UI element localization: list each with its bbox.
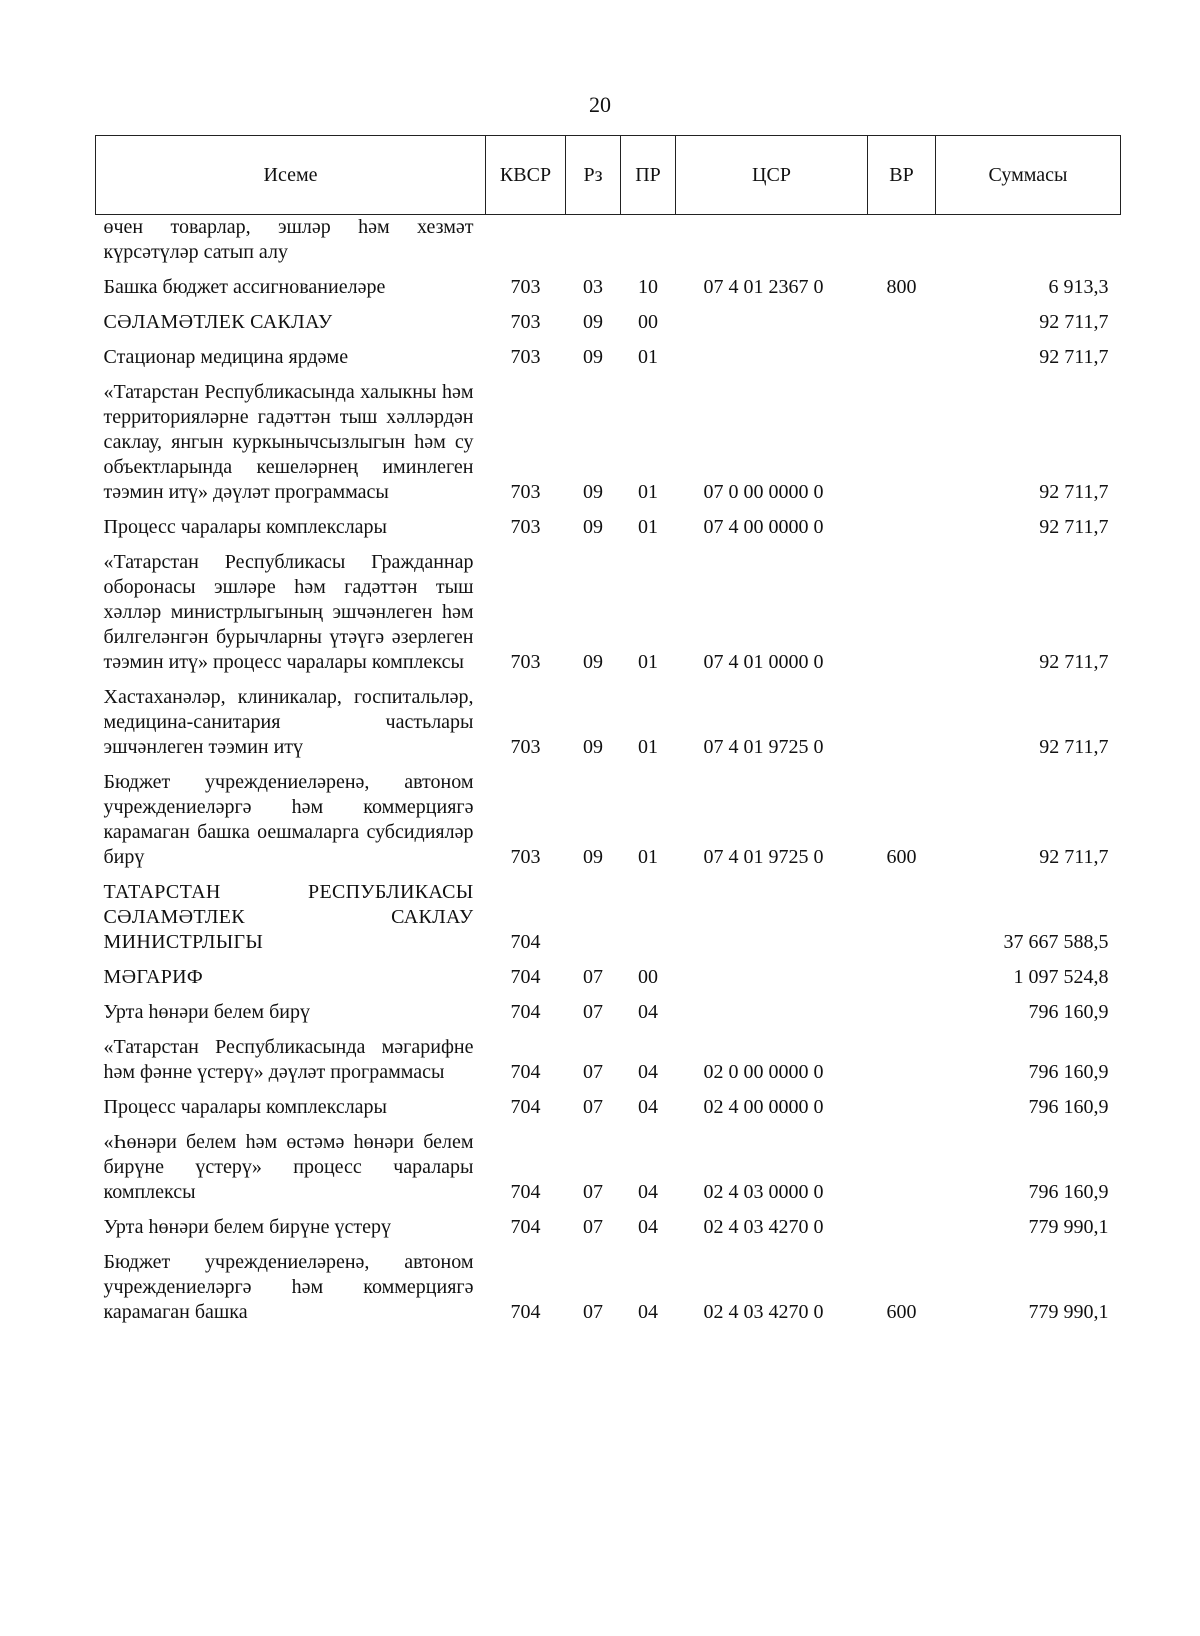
- row-rz: 09: [583, 481, 603, 503]
- row-csr: 07 4 01 0000 0: [703, 651, 824, 673]
- row-name: Бюджет учреждениеләренә, автоном учреждениеләргә һәм коммерциягә карамаган башка: [103, 1251, 474, 1323]
- table-row: [96, 1245, 1121, 1330]
- row-rz: 09: [583, 846, 603, 868]
- row-pr: 04: [638, 1301, 658, 1323]
- row-sum: 37 667 588,5: [1003, 931, 1109, 953]
- row-vr: [868, 510, 936, 545]
- row-pr: 04: [638, 1096, 658, 1118]
- row-sum: 92 711,7: [1039, 516, 1109, 538]
- row-vr: [868, 1210, 936, 1245]
- header-sum: Суммасы: [936, 136, 1121, 215]
- row-csr: 02 4 00 0000 0: [703, 1096, 824, 1118]
- row-sum: 92 711,7: [1039, 846, 1109, 868]
- header-kvsr: КВСР: [486, 136, 566, 215]
- row-kvsr: 703: [510, 846, 541, 868]
- row-kvsr: 703: [510, 516, 541, 538]
- row-pr: 10: [638, 276, 658, 298]
- row-sum: 6 913,3: [1048, 276, 1109, 298]
- row-rz: [566, 215, 621, 271]
- row-csr: [676, 305, 868, 340]
- row-kvsr: 704: [510, 931, 541, 953]
- row-sum: 92 711,7: [1039, 736, 1109, 758]
- row-kvsr: 703: [510, 276, 541, 298]
- table-row: [96, 1090, 1121, 1125]
- row-pr: 00: [638, 966, 658, 988]
- row-csr: [676, 340, 868, 375]
- row-pr: 01: [638, 346, 658, 368]
- row-name: Урта һөнәри белем бирү: [103, 1001, 310, 1023]
- row-kvsr: 703: [510, 481, 541, 503]
- table-row: [96, 765, 1121, 875]
- table-row: [96, 995, 1121, 1030]
- row-vr: [868, 995, 936, 1030]
- header-name: Исеме: [96, 136, 486, 215]
- row-vr: [868, 215, 936, 271]
- row-sum: 92 711,7: [1039, 346, 1109, 368]
- row-pr: 01: [638, 516, 658, 538]
- row-pr: 01: [638, 651, 658, 673]
- table-row: [96, 215, 1121, 271]
- row-name: «Татарстан Республикасы Гражданнар оборонасы эшләре һәм гадәттән тыш хәлләр министрлыгының эшчәнлеген һәм билгеләнгән бурычларны үтәүгә әзерлеген тәэмин итү» процесс чаралары комплексы: [103, 551, 474, 673]
- row-kvsr: [486, 215, 566, 271]
- row-pr: 04: [638, 1001, 658, 1023]
- row-pr: 01: [638, 481, 658, 503]
- row-csr: 02 4 03 4270 0: [703, 1301, 824, 1323]
- row-name: Бюджет учреждениеләренә, автоном учреждениеләргә һәм коммерциягә карамаган башка оешмаларга субсидияләр бирү: [103, 771, 474, 868]
- row-csr: 02 4 03 4270 0: [703, 1216, 824, 1238]
- row-pr: [621, 215, 676, 271]
- row-csr: [676, 995, 868, 1030]
- row-rz: 07: [583, 1061, 603, 1083]
- row-rz: 09: [583, 311, 603, 333]
- row-vr: [868, 1030, 936, 1090]
- row-kvsr: 703: [510, 311, 541, 333]
- row-vr: [868, 680, 936, 765]
- row-name: өчен товарлар, эшләр һәм хезмәт күрсәтүләр сатып алу: [103, 216, 474, 263]
- row-csr: [676, 960, 868, 995]
- row-name: Урта һөнәри белем бирүне үстерү: [103, 1216, 392, 1238]
- row-rz: 09: [583, 651, 603, 673]
- row-vr: [868, 305, 936, 340]
- row-rz: 07: [583, 1301, 603, 1323]
- row-csr: 07 4 01 9725 0: [703, 846, 824, 868]
- row-vr: [868, 1090, 936, 1125]
- row-sum: 796 160,9: [1028, 1001, 1109, 1023]
- row-sum: 779 990,1: [1028, 1301, 1109, 1323]
- row-rz: 09: [583, 736, 603, 758]
- table-row: [96, 545, 1121, 680]
- table-row: [96, 960, 1121, 995]
- row-csr: 02 0 00 0000 0: [703, 1061, 824, 1083]
- row-kvsr: 704: [510, 1181, 541, 1203]
- table-row: [96, 1210, 1121, 1245]
- row-kvsr: 704: [510, 1096, 541, 1118]
- table-row: [96, 875, 1121, 960]
- row-pr: 04: [638, 1181, 658, 1203]
- row-pr: 01: [638, 846, 658, 868]
- row-sum: 796 160,9: [1028, 1181, 1109, 1203]
- table-row: [96, 270, 1121, 305]
- row-csr: [676, 875, 868, 960]
- row-csr: [676, 215, 868, 271]
- row-kvsr: 703: [510, 651, 541, 673]
- row-vr: [868, 340, 936, 375]
- row-pr: 01: [638, 736, 658, 758]
- row-kvsr: 704: [510, 1001, 541, 1023]
- row-sum: 796 160,9: [1028, 1096, 1109, 1118]
- row-csr: 07 4 01 9725 0: [703, 736, 824, 758]
- row-csr: 07 0 00 0000 0: [703, 481, 824, 503]
- row-vr: [868, 1125, 936, 1210]
- row-csr: 07 4 00 0000 0: [703, 516, 824, 538]
- row-sum: 92 711,7: [1039, 651, 1109, 673]
- table-row: [96, 340, 1121, 375]
- table-row: [96, 1125, 1121, 1210]
- row-name: Процесс чаралары комплекслары: [103, 1096, 387, 1118]
- row-name: МӘГАРИФ: [103, 966, 204, 988]
- row-kvsr: 704: [510, 1061, 541, 1083]
- row-kvsr: 703: [510, 346, 541, 368]
- row-rz: 07: [583, 1181, 603, 1203]
- row-name: Хастаханәләр, клиникалар, госпитальләр, медицина-санитария частьлары эшчәнлеген тәэмин итү: [103, 686, 474, 758]
- row-csr: 07 4 01 2367 0: [703, 276, 824, 298]
- row-vr: [868, 875, 936, 960]
- table-row: [96, 680, 1121, 765]
- row-vr: [868, 545, 936, 680]
- row-sum: 1 097 524,8: [1013, 966, 1109, 988]
- table-row: [96, 305, 1121, 340]
- header-vr: ВР: [868, 136, 936, 215]
- row-rz: 09: [583, 516, 603, 538]
- row-rz: [566, 875, 621, 960]
- row-vr: [868, 375, 936, 510]
- page-number: 20: [589, 92, 611, 117]
- row-kvsr: 704: [510, 966, 541, 988]
- row-vr: 600: [886, 1301, 917, 1323]
- row-sum: 779 990,1: [1028, 1216, 1109, 1238]
- header-rz: Рз: [566, 136, 621, 215]
- row-kvsr: 703: [510, 736, 541, 758]
- row-sum: 92 711,7: [1039, 311, 1109, 333]
- row-rz: 07: [583, 1096, 603, 1118]
- table-header: [96, 136, 1121, 215]
- row-rz: 07: [583, 966, 603, 988]
- table-body: [96, 215, 1121, 1331]
- row-name: Башка бюджет ассигнованиеләре: [103, 276, 386, 298]
- row-pr: 00: [638, 311, 658, 333]
- row-name: ТАТАРСТАН РЕСПУБЛИКАСЫ СӘЛАМӘТЛЕК САКЛАУ МИНИСТРЛЫГЫ: [103, 881, 474, 953]
- row-rz: 07: [583, 1216, 603, 1238]
- row-csr: 02 4 03 0000 0: [703, 1181, 824, 1203]
- header-csr: ЦСР: [676, 136, 868, 215]
- row-rz: 09: [583, 346, 603, 368]
- row-vr: 600: [886, 846, 917, 868]
- row-sum: 92 711,7: [1039, 481, 1109, 503]
- row-name: Стационар медицина ярдәме: [103, 346, 349, 368]
- table-row: [96, 1030, 1121, 1090]
- row-rz: 07: [583, 1001, 603, 1023]
- row-name: «Татарстан Республикасында халыкны һәм территорияләрне гадәттән тыш хәлләрдән саклау, янгын куркынычсызлыгын һәм су объектларында кешеләрнең иминлеген тәэмин итү» дәүләт программасы: [103, 381, 474, 503]
- row-vr: [868, 960, 936, 995]
- row-pr: [621, 875, 676, 960]
- row-sum: [936, 215, 1121, 271]
- row-rz: 03: [583, 276, 603, 298]
- row-pr: 04: [638, 1216, 658, 1238]
- header-pr: ПР: [621, 136, 676, 215]
- row-pr: 04: [638, 1061, 658, 1083]
- row-name: Процесс чаралары комплекслары: [103, 516, 387, 538]
- row-sum: 796 160,9: [1028, 1061, 1109, 1083]
- table-row: [96, 375, 1121, 510]
- row-name: «Һөнәри белем һәм өстәмә һөнәри белем бирүне үстерү» процесс чаралары комплексы: [103, 1131, 474, 1203]
- row-kvsr: 704: [510, 1216, 541, 1238]
- row-name: «Татарстан Республикасында мәгарифне һәм фәнне үстерү» дәүләт программасы: [103, 1036, 474, 1083]
- table-row: [96, 510, 1121, 545]
- budget-table: [95, 135, 1121, 1330]
- row-name: СӘЛАМӘТЛЕК САКЛАУ: [103, 311, 333, 333]
- row-vr: 800: [886, 276, 917, 298]
- row-kvsr: 704: [510, 1301, 541, 1323]
